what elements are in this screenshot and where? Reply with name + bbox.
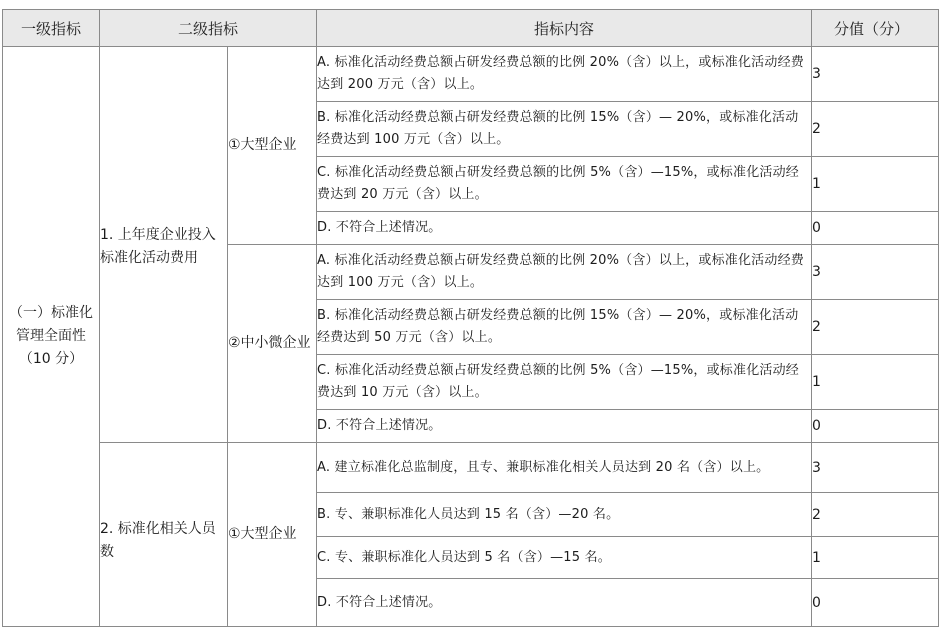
score-value: 1 — [812, 537, 939, 579]
header-content: 指标内容 — [317, 10, 812, 47]
indicator-content: B. 标准化活动经费总额占研发经费总额的比例 15%（含）— 20%，或标准化活动经费达到 100 万元（含）以上。 — [317, 102, 812, 157]
indicator-content: C. 专、兼职标准化人员达到 5 名（含）—15 名。 — [317, 537, 812, 579]
score-value: 0 — [812, 579, 939, 627]
score-value: 3 — [812, 443, 939, 493]
table-row — [3, 47, 939, 102]
header-level1: 一级指标 — [3, 10, 100, 47]
indicator-content: A. 标准化活动经费总额占研发经费总额的比例 20%（含）以上，或标准化活动经费达到 200 万元（含）以上。 — [317, 47, 812, 102]
indicator-table — [2, 9, 939, 627]
score-value: 2 — [812, 102, 939, 157]
indicator-content: C. 标准化活动经费总额占研发经费总额的比例 5%（含）—15%，或标准化活动经费达到 20 万元（含）以上。 — [317, 157, 812, 212]
header-level2: 二级指标 — [100, 10, 317, 47]
indicator-content: D. 不符合上述情况。 — [317, 410, 812, 443]
level2-indicator: 1. 上年度企业投入标准化活动费用 — [100, 47, 228, 443]
score-value: 2 — [812, 493, 939, 537]
score-value: 1 — [812, 157, 939, 212]
indicator-content: A. 建立标准化总监制度，且专、兼职标准化相关人员达到 20 名（含）以上。 — [317, 443, 812, 493]
enterprise-size-label: ①大型企业 — [228, 47, 317, 245]
enterprise-size-label: ②中小微企业 — [228, 245, 317, 443]
level1-indicator: （一）标准化管理全面性（10 分） — [3, 47, 100, 627]
enterprise-size-label: ①大型企业 — [228, 443, 317, 627]
score-value: 1 — [812, 355, 939, 410]
score-value: 2 — [812, 300, 939, 355]
indicator-content: C. 标准化活动经费总额占研发经费总额的比例 5%（含）—15%，或标准化活动经费达到 10 万元（含）以上。 — [317, 355, 812, 410]
indicator-content: B. 专、兼职标准化人员达到 15 名（含）—20 名。 — [317, 493, 812, 537]
indicator-content: D. 不符合上述情况。 — [317, 212, 812, 245]
indicator-content: A. 标准化活动经费总额占研发经费总额的比例 20%（含）以上，或标准化活动经费达到 100 万元（含）以上。 — [317, 245, 812, 300]
indicator-content: B. 标准化活动经费总额占研发经费总额的比例 15%（含）— 20%，或标准化活动经费达到 50 万元（含）以上。 — [317, 300, 812, 355]
header-score: 分值（分） — [812, 10, 939, 47]
indicator-content: D. 不符合上述情况。 — [317, 579, 812, 627]
score-value: 3 — [812, 47, 939, 102]
table-row — [3, 443, 939, 493]
score-value: 3 — [812, 245, 939, 300]
level2-indicator: 2. 标准化相关人员数 — [100, 443, 228, 627]
score-value: 0 — [812, 410, 939, 443]
table-header-row — [3, 10, 939, 47]
score-value: 0 — [812, 212, 939, 245]
